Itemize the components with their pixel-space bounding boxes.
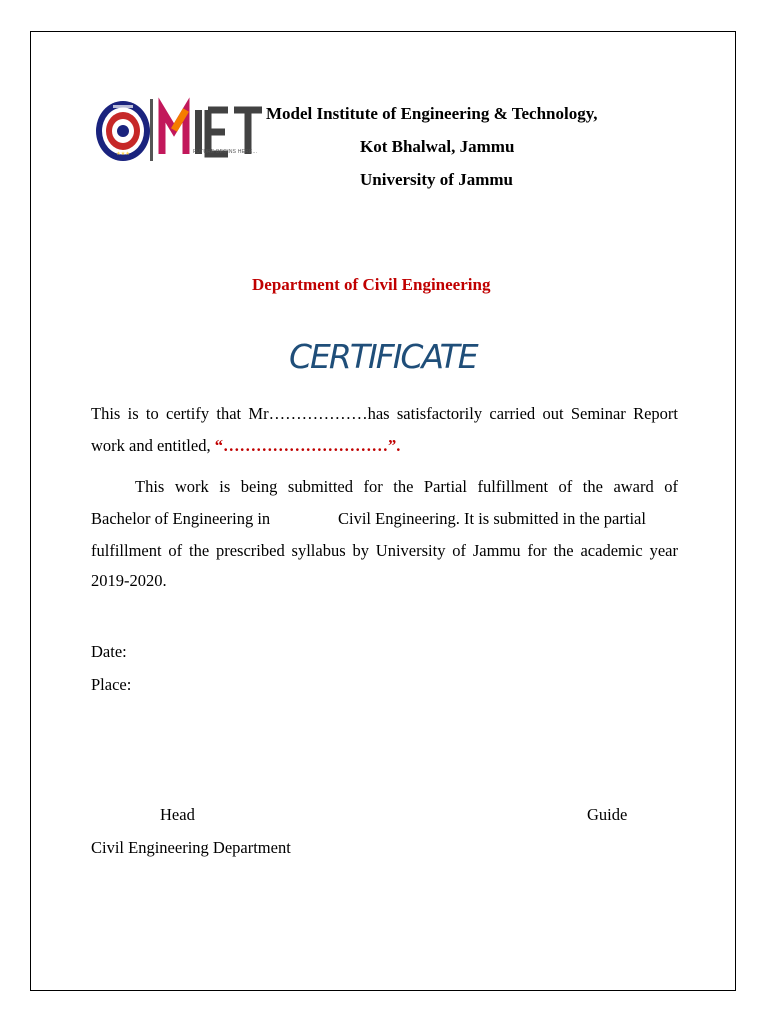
guide-signature-label: Guide xyxy=(587,805,628,824)
body-line-1 xyxy=(91,404,678,424)
svg-text:★★★: ★★★ xyxy=(116,151,130,157)
para2-line-2b: Civil Engineering. It is submitted in the partial xyxy=(338,509,646,528)
para2-line-4: 2019-2020. xyxy=(91,571,167,590)
university-name: University of Jammu xyxy=(360,170,513,189)
certify-suffix: has satisfactorily carried out Seminar Report xyxy=(367,404,678,423)
report-title-blank: “…………………………”. xyxy=(214,436,401,455)
institute-location: Kot Bhalwal, Jammu xyxy=(360,137,515,156)
body-line-2 xyxy=(91,436,400,456)
head-signature-label: Head xyxy=(160,805,195,824)
para2-line-3: fulfillment of the prescribed syllabus by University of Jammu for the academic year xyxy=(91,541,678,560)
date-label: Date: xyxy=(91,642,127,661)
para2-line-1: This work is being submitted for the Partial fulfillment of the award of xyxy=(135,477,678,496)
institute-seal-icon xyxy=(95,100,151,162)
name-blank: ……………… xyxy=(268,404,368,423)
department-name: Department of Civil Engineering xyxy=(252,275,491,294)
place-label: Place: xyxy=(91,675,132,694)
para2-line-2a: Bachelor of Engineering in xyxy=(91,509,271,528)
institute-name: Model Institute of Engineering & Technology, xyxy=(266,104,598,123)
logo-tagline: FUTURE BEGINS HERE... xyxy=(193,149,258,155)
entitled-prefix: work and entitled, xyxy=(91,436,215,455)
department-signature-label: Civil Engineering Department xyxy=(91,838,291,857)
certify-prefix: This is to certify that Mr xyxy=(91,404,269,423)
certificate-title: CERTIFICATE xyxy=(289,337,477,376)
miet-logo-wordmark xyxy=(150,96,265,166)
